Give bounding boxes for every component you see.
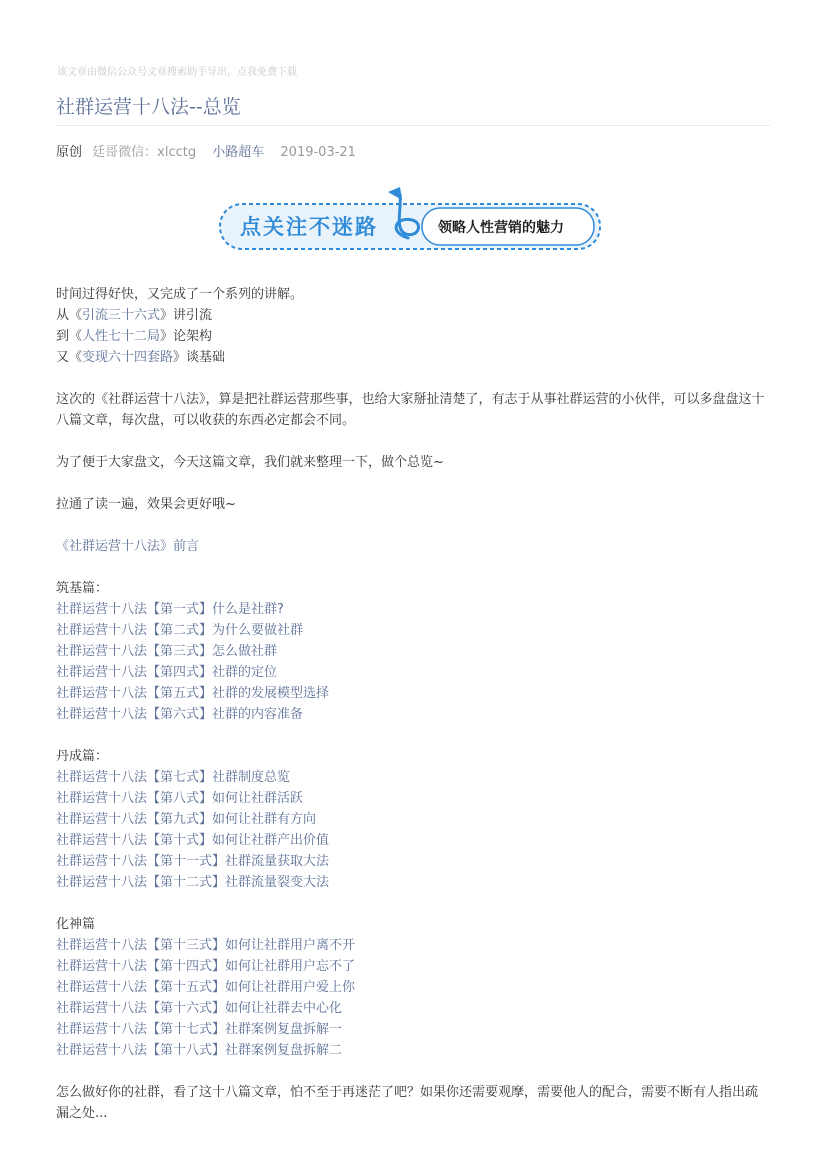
original-badge: 原创 xyxy=(56,145,83,160)
chapter-link[interactable]: 社群运营十八法【第八式】如何让社群活跃 xyxy=(56,791,304,806)
chapter-link[interactable]: 社群运营十八法【第十六式】如何让社群去中心化 xyxy=(56,1001,343,1016)
article-body xyxy=(56,284,770,1124)
chapter-link[interactable]: 社群运营十八法【第三式】怎么做社群 xyxy=(56,644,278,659)
chapter-link[interactable]: 社群运营十八法【第一式】什么是社群? xyxy=(56,602,284,617)
banner-right-text: 领略人性营销的魅力 xyxy=(438,219,564,235)
chapter-link[interactable]: 社群运营十八法【第十式】如何让社群产出价值 xyxy=(56,833,330,848)
chapter-link[interactable]: 社群运营十八法【第十五式】如何让社群用户爱上你 xyxy=(56,980,356,995)
series-link-human-nature[interactable]: 人性七十二局 xyxy=(82,329,161,344)
intro-line: 时间过得好快，又完成了一个系列的讲解。 xyxy=(56,287,304,302)
chapter-link[interactable]: 社群运营十八法【第九式】如何让社群有方向 xyxy=(56,812,317,827)
chapter-link[interactable]: 社群运营十八法【第四式】社群的定位 xyxy=(56,665,278,680)
follow-banner xyxy=(218,186,604,252)
intro-line: 到《人性七十二局》论架构 xyxy=(56,329,213,344)
chapter-link[interactable]: 社群运营十八法【第十七式】社群案例复盘拆解一 xyxy=(56,1022,343,1037)
title-divider xyxy=(56,125,770,126)
section-heading: 丹成篇： xyxy=(56,749,109,764)
section-heading: 化神篇 xyxy=(56,917,96,932)
chapter-link[interactable]: 社群运营十八法【第六式】社群的内容准备 xyxy=(56,707,304,722)
chapter-link[interactable]: 社群运营十八法【第七式】社群制度总览 xyxy=(56,770,291,785)
chapter-link[interactable]: 社群运营十八法【第十八式】社群案例复盘拆解二 xyxy=(56,1043,343,1058)
body-paragraph: 拉通了读一遍，效果会更好哦~ xyxy=(56,497,236,512)
chapter-link[interactable]: 社群运营十八法【第二式】为什么要做社群 xyxy=(56,623,304,638)
closing-paragraph: 怎么做好你的社群，看了这十八篇文章，怕不至于再迷茫了吧？如果你还需要观摩，需要他人的配合，需要不断有人指出疏漏之处... xyxy=(56,1085,759,1121)
account-name-link[interactable]: 小路超车 xyxy=(212,145,265,160)
intro-line: 又《变现六十四套路》谈基础 xyxy=(56,350,226,365)
chapter-link[interactable]: 社群运营十八法【第十二式】社群流量裂变大法 xyxy=(56,875,330,890)
body-paragraph: 这次的《社群运营十八法》，算是把社群运营那些事，也给大家掰扯清楚了，有志于从事社群运营的小伙伴，可以多盘盘这十八篇文章，每次盘，可以收获的东西必定都会不同。 xyxy=(56,392,765,428)
article-meta xyxy=(56,141,356,160)
export-download-note[interactable]: 该文章由微信公众号文章搜索助手导出，点我免费下载 xyxy=(57,67,297,78)
article-title: 社群运营十八法--总览 xyxy=(56,96,241,118)
chapter-link[interactable]: 社群运营十八法【第五式】社群的发展模型选择 xyxy=(56,686,330,701)
intro-line: 从《引流三十六式》讲引流 xyxy=(56,308,213,323)
preface-link[interactable]: 《社群运营十八法》前言 xyxy=(56,539,200,554)
chapter-link[interactable]: 社群运营十八法【第十三式】如何让社群用户离不开 xyxy=(56,938,356,953)
body-paragraph: 为了便于大家盘文，今天这篇文章，我们就来整理一下，做个总览~ xyxy=(56,455,444,470)
chapter-link[interactable]: 社群运营十八法【第十一式】社群流量获取大法 xyxy=(56,854,330,869)
author-name: 廷哥微信：xlcctg xyxy=(92,145,197,160)
banner-left-text: 点关注不迷路 xyxy=(240,216,378,239)
publish-date: 2019-03-21 xyxy=(280,145,356,160)
section-heading: 筑基篇： xyxy=(56,581,109,596)
series-link-traffic[interactable]: 引流三十六式 xyxy=(82,308,161,323)
series-link-monetization[interactable]: 变现六十四套路 xyxy=(82,350,174,365)
chapter-link[interactable]: 社群运营十八法【第十四式】如何让社群用户忘不了 xyxy=(56,959,356,974)
